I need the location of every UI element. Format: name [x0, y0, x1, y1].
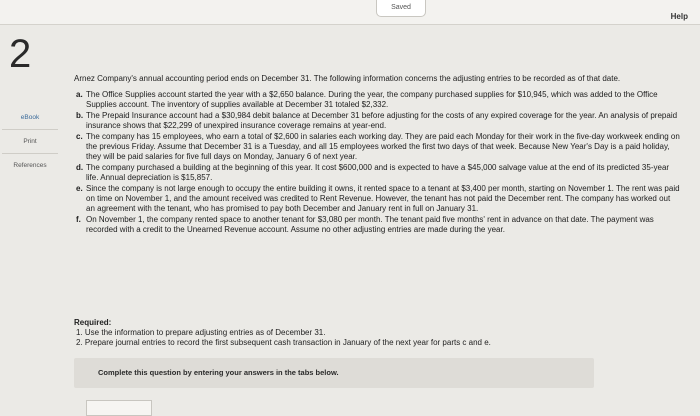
item-text: The company purchased a building at the beginning of this year. It cost $600,000 and is expected to have a $45,000 salvage value at the end of its predicted 35-year life. Annual depreciation is $15,857.: [86, 163, 670, 182]
item-letter: f.: [76, 215, 81, 224]
question-number: 2: [9, 32, 32, 76]
adjustment-list: [74, 90, 680, 235]
sidebar-divider: [2, 153, 58, 154]
list-item: [74, 111, 680, 131]
answer-tab[interactable]: [86, 400, 152, 416]
item-text: The company has 15 employees, who earn a total of $2,600 in salaries each working day. They are paid each Monday for their work in the five-day workweek ending on the previous Friday. Assume that December 31 is a Tuesday, and all 15 employees worked the first two days of that week. Because New Year's Day is a paid holiday, they will be paid salaries for five full days on Monday, January 6 of next year.: [86, 132, 680, 161]
list-item: [74, 90, 680, 110]
sidebar: [0, 108, 60, 175]
print-button[interactable]: Print: [1, 132, 59, 151]
top-bar: [0, 0, 700, 25]
item-text: Since the company is not large enough to occupy the entire building it owns, it rented space to a tenant at $3,400 per month, starting on November 1. The rent was paid on time on November 1, and the amount received was credited to Rent Revenue. However, the tenant has not paid the December rent. The company has worked out an agreement with the tenant, who has promised to pay both December and January rent in full on January 31.: [86, 184, 680, 213]
item-letter: d.: [76, 163, 84, 172]
instructions-banner: [74, 358, 594, 388]
sidebar-divider: [2, 129, 58, 130]
item-text: On November 1, the company rented space to another tenant for $3,080 per month. The tenant paid five months' rent in advance on that date. The payment was recorded with a credit to the Unearned Revenue account. Assume no other adjusting entries are made during the year.: [86, 215, 654, 234]
problem-statement: [74, 74, 680, 236]
required-heading: Required:: [74, 318, 112, 327]
list-item: [74, 215, 680, 235]
required-line: 2. Prepare journal entries to record the first subsequent cash transaction in January of the next year for parts c and e.: [76, 338, 491, 347]
instructions-text: Complete this question by entering your answers in the tabs below.: [98, 368, 339, 377]
ebook-button[interactable]: eBook: [1, 108, 59, 127]
saved-indicator: Saved: [376, 0, 426, 17]
item-letter: a.: [76, 90, 83, 99]
help-link[interactable]: Help: [670, 12, 688, 21]
item-text: The Prepaid Insurance account had a $30,984 debit balance at December 31 before adjusting for the costs of any expired coverage for the year. An analysis of prepaid insurance shows that $22,299 of unexpired insurance coverage remains at year-end.: [86, 111, 678, 130]
item-text: The Office Supplies account started the year with a $2,650 balance. During the year, the company purchased supplies for $10,945, which was added to the Office Supplies account. The inventory of supplies available at December 31 totaled $2,332.: [86, 90, 658, 109]
item-letter: c.: [76, 132, 83, 141]
list-item: [74, 163, 680, 183]
required-section: [74, 318, 680, 348]
problem-intro: Arnez Company's annual accounting period ends on December 31. The following information concerns the adjusting entries to be recorded as of that date.: [74, 74, 621, 83]
required-line: 1. Use the information to prepare adjusting entries as of December 31.: [76, 328, 326, 337]
list-item: [74, 184, 680, 214]
list-item: [74, 132, 680, 162]
item-letter: e.: [76, 184, 83, 193]
references-button[interactable]: References: [1, 156, 59, 175]
item-letter: b.: [76, 111, 84, 120]
